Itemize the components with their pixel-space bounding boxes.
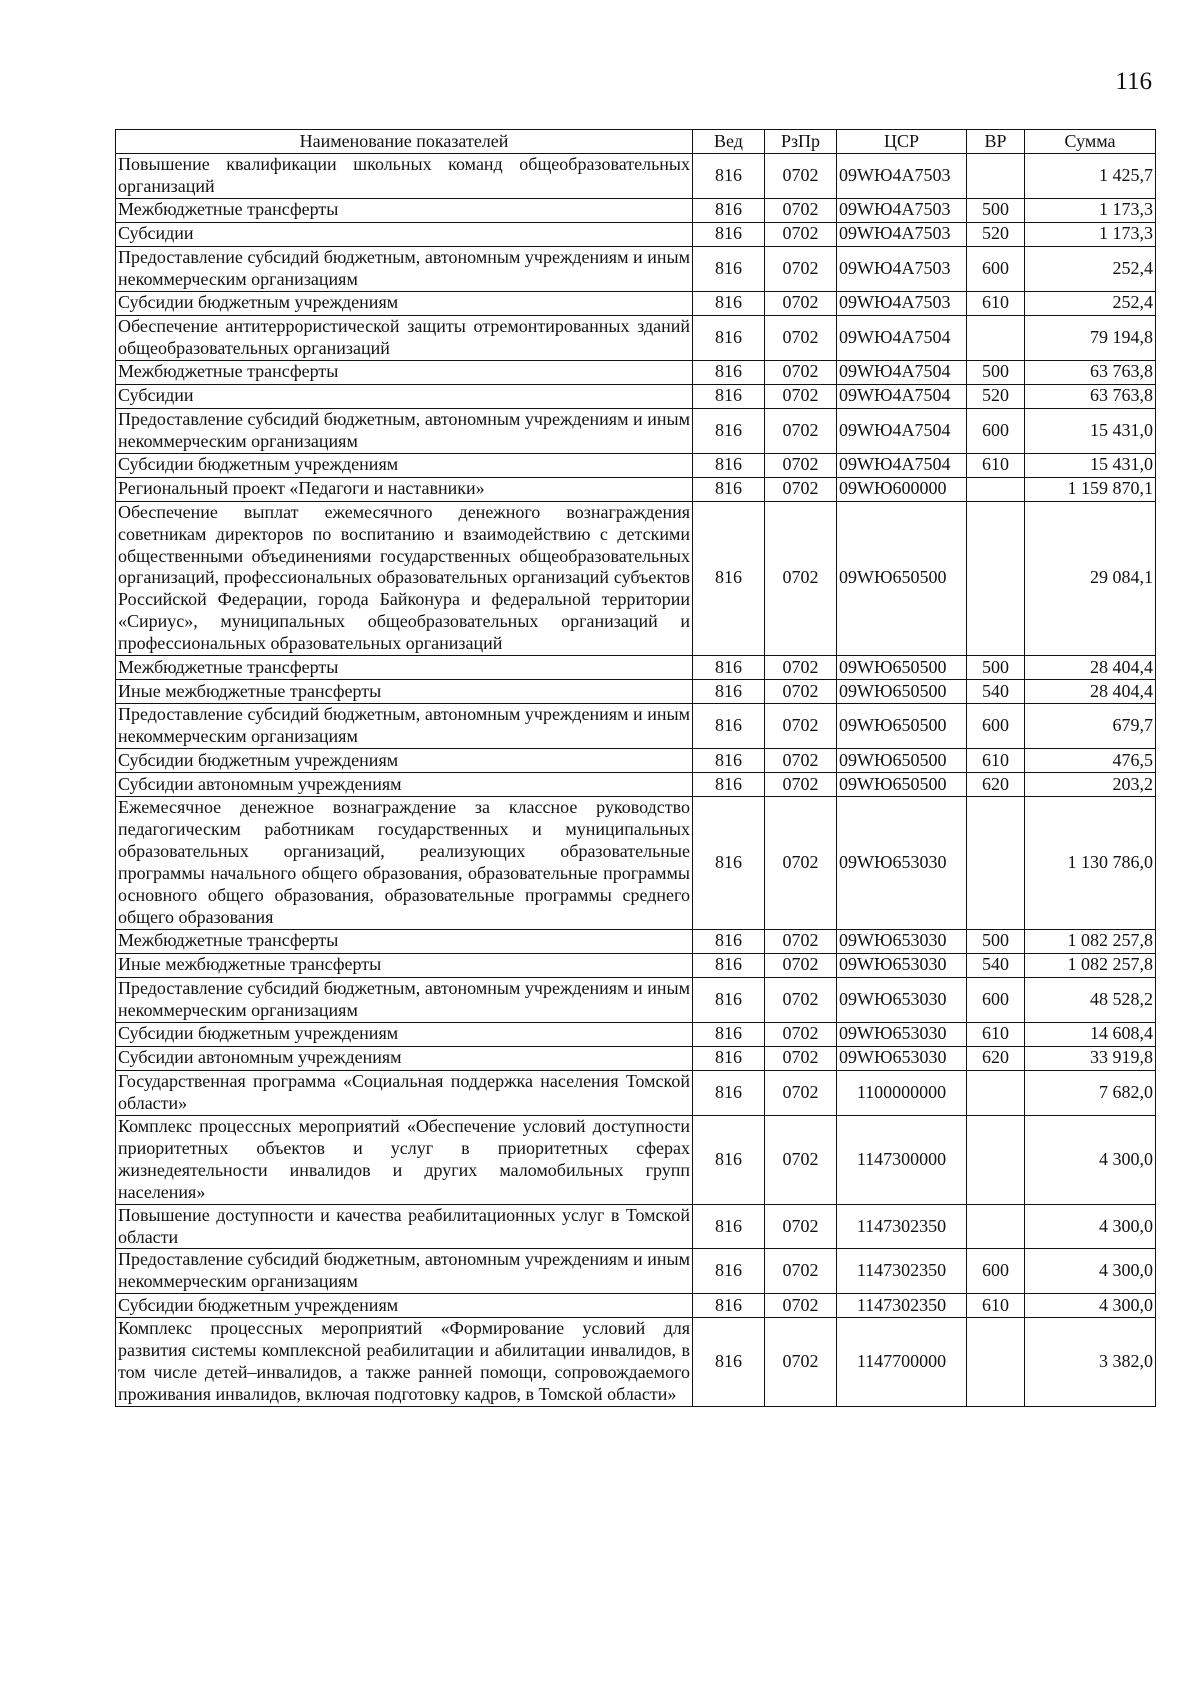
row-sum: 63 763,8 [1025, 384, 1156, 408]
row-csr: 09WЮ653030 [837, 1046, 967, 1070]
table-row [116, 501, 1156, 656]
row-sum: 1 173,3 [1025, 198, 1156, 222]
table-row [116, 1046, 1156, 1070]
table-row [116, 360, 1156, 384]
row-name: Повышение доступности и качества реабилитационных услуг в Томской области [116, 1204, 693, 1249]
row-vr: 620 [967, 1046, 1025, 1070]
table-row [116, 1115, 1156, 1204]
row-vr [967, 501, 1025, 656]
row-rzpr: 0702 [765, 315, 837, 360]
row-sum: 29 084,1 [1025, 501, 1156, 656]
row-rzpr: 0702 [765, 1204, 837, 1249]
row-name: Предоставление субсидий бюджетным, автономным учреждениям и иным некоммерческим организациям [116, 704, 693, 749]
row-name: Субсидии бюджетным учреждениям [116, 749, 693, 773]
row-csr: 09WЮ653030 [837, 977, 967, 1022]
table-row [116, 408, 1156, 453]
row-ved: 816 [693, 1204, 765, 1249]
row-ved: 816 [693, 953, 765, 977]
row-sum: 28 404,4 [1025, 680, 1156, 704]
row-rzpr: 0702 [765, 680, 837, 704]
row-rzpr: 0702 [765, 749, 837, 773]
table-row [116, 1204, 1156, 1249]
row-ved: 816 [693, 1022, 765, 1046]
row-rzpr: 0702 [765, 453, 837, 477]
row-name: Региональный проект «Педагоги и наставники» [116, 477, 693, 501]
row-vr: 500 [967, 929, 1025, 953]
row-vr: 610 [967, 291, 1025, 315]
row-sum: 48 528,2 [1025, 977, 1156, 1022]
row-vr: 540 [967, 953, 1025, 977]
row-name: Ежемесячное денежное вознаграждение за классное руководство педагогическим работникам государственных и муниципальных образовательных организаций, реализующих образовательные программы начального общего образования, образовательные программы основного общего образования, образовательные программы среднего общего образования [116, 797, 693, 930]
row-name: Межбюджетные трансферты [116, 198, 693, 222]
row-sum: 679,7 [1025, 704, 1156, 749]
row-ved: 816 [693, 198, 765, 222]
row-csr: 09WЮ4А7503 [837, 222, 967, 246]
row-csr: 1147700000 [837, 1318, 967, 1407]
row-csr: 09WЮ650500 [837, 501, 967, 656]
row-csr: 09WЮ4А7504 [837, 408, 967, 453]
row-vr [967, 1115, 1025, 1204]
table-header [116, 130, 1156, 154]
row-rzpr: 0702 [765, 1294, 837, 1318]
row-csr: 09WЮ4А7504 [837, 384, 967, 408]
row-ved: 816 [693, 1318, 765, 1407]
row-rzpr: 0702 [765, 154, 837, 199]
budget-table [115, 129, 1156, 1407]
row-csr: 09WЮ653030 [837, 929, 967, 953]
row-name: Комплекс процессных мероприятий «Обеспечение условий доступности приоритетных объектов и услуг в приоритетных сферах жизнедеятельности инвалидов и других маломобильных групп населения» [116, 1115, 693, 1204]
row-sum: 33 919,8 [1025, 1046, 1156, 1070]
header-name: Наименование показателей [116, 130, 693, 154]
table-row [116, 977, 1156, 1022]
header-csr: ЦСР [837, 130, 967, 154]
row-sum: 7 682,0 [1025, 1070, 1156, 1115]
row-ved: 816 [693, 291, 765, 315]
row-sum: 252,4 [1025, 291, 1156, 315]
row-vr: 500 [967, 198, 1025, 222]
row-ved: 816 [693, 315, 765, 360]
table-row [116, 1022, 1156, 1046]
row-vr [967, 1204, 1025, 1249]
row-ved: 816 [693, 1070, 765, 1115]
table-row [116, 384, 1156, 408]
row-csr: 09WЮ600000 [837, 477, 967, 501]
row-ved: 816 [693, 929, 765, 953]
row-csr: 09WЮ653030 [837, 953, 967, 977]
row-sum: 63 763,8 [1025, 360, 1156, 384]
row-ved: 816 [693, 773, 765, 797]
row-name: Предоставление субсидий бюджетным, автономным учреждениям и иным некоммерческим организациям [116, 408, 693, 453]
row-sum: 1 130 786,0 [1025, 797, 1156, 930]
row-rzpr: 0702 [765, 291, 837, 315]
row-ved: 816 [693, 1294, 765, 1318]
table-row [116, 1294, 1156, 1318]
row-vr [967, 1070, 1025, 1115]
row-vr: 600 [967, 704, 1025, 749]
row-name: Обеспечение выплат ежемесячного денежного вознаграждения советникам директоров по воспитанию и взаимодействию с детскими общественными объединениями государственных общеобразовательных организаций, профессиональных образовательных организаций субъектов Российской Федерации, города Байконура и федеральной территории «Сириус», муниципальных общеобразовательных организаций и профессиональных образовательных организаций [116, 501, 693, 656]
row-sum: 14 608,4 [1025, 1022, 1156, 1046]
row-name: Межбюджетные трансферты [116, 360, 693, 384]
row-sum: 4 300,0 [1025, 1204, 1156, 1249]
row-vr: 520 [967, 384, 1025, 408]
row-sum: 1 425,7 [1025, 154, 1156, 199]
row-csr: 09WЮ650500 [837, 773, 967, 797]
row-name: Субсидии бюджетным учреждениям [116, 1294, 693, 1318]
row-vr [967, 797, 1025, 930]
row-csr: 09WЮ4А7503 [837, 291, 967, 315]
row-rzpr: 0702 [765, 222, 837, 246]
page-number: 116 [1115, 68, 1152, 95]
row-vr [967, 477, 1025, 501]
row-ved: 816 [693, 1046, 765, 1070]
row-rzpr: 0702 [765, 477, 837, 501]
row-ved: 816 [693, 977, 765, 1022]
table-row [116, 222, 1156, 246]
row-rzpr: 0702 [765, 773, 837, 797]
table-row [116, 929, 1156, 953]
row-sum: 4 300,0 [1025, 1249, 1156, 1294]
row-name: Субсидии бюджетным учреждениям [116, 1022, 693, 1046]
row-vr: 610 [967, 453, 1025, 477]
row-rzpr: 0702 [765, 1070, 837, 1115]
header-rzpr: РзПр [765, 130, 837, 154]
row-ved: 816 [693, 1249, 765, 1294]
row-name: Предоставление субсидий бюджетным, автономным учреждениям и иным некоммерческим организациям [116, 1249, 693, 1294]
row-rzpr: 0702 [765, 1115, 837, 1204]
row-csr: 1100000000 [837, 1070, 967, 1115]
row-ved: 816 [693, 797, 765, 930]
row-rzpr: 0702 [765, 1046, 837, 1070]
row-vr: 610 [967, 1294, 1025, 1318]
row-csr: 09WЮ4А7504 [837, 453, 967, 477]
row-rzpr: 0702 [765, 1249, 837, 1294]
table-row [116, 477, 1156, 501]
row-rzpr: 0702 [765, 198, 837, 222]
row-rzpr: 0702 [765, 1022, 837, 1046]
row-ved: 816 [693, 749, 765, 773]
row-ved: 816 [693, 656, 765, 680]
row-name: Межбюджетные трансферты [116, 929, 693, 953]
row-name: Государственная программа «Социальная поддержка населения Томской области» [116, 1070, 693, 1115]
row-csr: 09WЮ4А7504 [837, 315, 967, 360]
row-vr: 600 [967, 977, 1025, 1022]
row-ved: 816 [693, 222, 765, 246]
row-vr: 600 [967, 1249, 1025, 1294]
row-vr [967, 315, 1025, 360]
row-rzpr: 0702 [765, 929, 837, 953]
row-ved: 816 [693, 704, 765, 749]
row-rzpr: 0702 [765, 704, 837, 749]
row-name: Субсидии бюджетным учреждениям [116, 453, 693, 477]
row-csr: 09WЮ4А7503 [837, 246, 967, 291]
row-ved: 816 [693, 453, 765, 477]
row-name: Обеспечение антитеррористической защиты отремонтированных зданий общеобразовательных организаций [116, 315, 693, 360]
row-sum: 79 194,8 [1025, 315, 1156, 360]
row-name: Субсидии автономным учреждениям [116, 773, 693, 797]
row-name: Повышение квалификации школьных команд общеобразовательных организаций [116, 154, 693, 199]
row-sum: 203,2 [1025, 773, 1156, 797]
row-csr: 09WЮ650500 [837, 656, 967, 680]
row-sum: 3 382,0 [1025, 1318, 1156, 1407]
row-sum: 4 300,0 [1025, 1294, 1156, 1318]
row-vr [967, 1318, 1025, 1407]
row-rzpr: 0702 [765, 656, 837, 680]
row-csr: 09WЮ653030 [837, 797, 967, 930]
table-row [116, 154, 1156, 199]
table-row [116, 704, 1156, 749]
table-row [116, 656, 1156, 680]
row-sum: 476,5 [1025, 749, 1156, 773]
row-ved: 816 [693, 501, 765, 656]
row-ved: 816 [693, 680, 765, 704]
row-name: Предоставление субсидий бюджетным, автономным учреждениям и иным некоммерческим организациям [116, 977, 693, 1022]
row-vr: 500 [967, 656, 1025, 680]
row-rzpr: 0702 [765, 977, 837, 1022]
row-rzpr: 0702 [765, 360, 837, 384]
row-vr: 520 [967, 222, 1025, 246]
row-name: Межбюджетные трансферты [116, 656, 693, 680]
row-csr: 09WЮ650500 [837, 749, 967, 773]
table-row [116, 1318, 1156, 1407]
row-name: Иные межбюджетные трансферты [116, 680, 693, 704]
row-rzpr: 0702 [765, 384, 837, 408]
row-vr: 600 [967, 408, 1025, 453]
row-rzpr: 0702 [765, 953, 837, 977]
row-name: Субсидии [116, 222, 693, 246]
row-ved: 816 [693, 384, 765, 408]
row-csr: 1147300000 [837, 1115, 967, 1204]
row-name: Предоставление субсидий бюджетным, автономным учреждениям и иным некоммерческим организациям [116, 246, 693, 291]
table-row [116, 246, 1156, 291]
row-vr: 610 [967, 749, 1025, 773]
row-sum: 15 431,0 [1025, 408, 1156, 453]
row-sum: 1 082 257,8 [1025, 953, 1156, 977]
row-csr: 09WЮ650500 [837, 680, 967, 704]
row-vr: 600 [967, 246, 1025, 291]
row-sum: 15 431,0 [1025, 453, 1156, 477]
row-sum: 1 173,3 [1025, 222, 1156, 246]
row-sum: 1 159 870,1 [1025, 477, 1156, 501]
row-csr: 1147302350 [837, 1249, 967, 1294]
header-vr: ВР [967, 130, 1025, 154]
table-row [116, 773, 1156, 797]
row-sum: 252,4 [1025, 246, 1156, 291]
row-csr: 09WЮ4А7503 [837, 154, 967, 199]
row-ved: 816 [693, 1115, 765, 1204]
row-ved: 816 [693, 408, 765, 453]
table-row [116, 291, 1156, 315]
row-sum: 28 404,4 [1025, 656, 1156, 680]
row-csr: 09WЮ4А7503 [837, 198, 967, 222]
row-sum: 1 082 257,8 [1025, 929, 1156, 953]
table-row [116, 953, 1156, 977]
row-name: Субсидии [116, 384, 693, 408]
row-sum: 4 300,0 [1025, 1115, 1156, 1204]
header-sum: Сумма [1025, 130, 1156, 154]
row-vr: 610 [967, 1022, 1025, 1046]
row-csr: 09WЮ4А7504 [837, 360, 967, 384]
row-rzpr: 0702 [765, 1318, 837, 1407]
table-row [116, 315, 1156, 360]
header-ved: Вед [693, 130, 765, 154]
table-row [116, 1249, 1156, 1294]
row-csr: 09WЮ650500 [837, 704, 967, 749]
table-row [116, 1070, 1156, 1115]
row-name: Комплекс процессных мероприятий «Формирование условий для развития системы комплексной реабилитации и абилитации инвалидов, в том числе детей–инвалидов, а также ранней помощи, сопровождаемого проживания инвалидов, включая подготовку кадров, в Томской области» [116, 1318, 693, 1407]
table-row [116, 453, 1156, 477]
row-vr: 540 [967, 680, 1025, 704]
row-rzpr: 0702 [765, 408, 837, 453]
table-row [116, 797, 1156, 930]
row-rzpr: 0702 [765, 501, 837, 656]
row-vr: 620 [967, 773, 1025, 797]
row-vr: 500 [967, 360, 1025, 384]
row-ved: 816 [693, 246, 765, 291]
table-row [116, 749, 1156, 773]
row-name: Иные межбюджетные трансферты [116, 953, 693, 977]
row-rzpr: 0702 [765, 797, 837, 930]
row-csr: 09WЮ653030 [837, 1022, 967, 1046]
row-name: Субсидии бюджетным учреждениям [116, 291, 693, 315]
row-ved: 816 [693, 154, 765, 199]
row-rzpr: 0702 [765, 246, 837, 291]
row-csr: 1147302350 [837, 1294, 967, 1318]
row-csr: 1147302350 [837, 1204, 967, 1249]
table-row [116, 198, 1156, 222]
table-body [116, 154, 1156, 1407]
table-row [116, 680, 1156, 704]
row-ved: 816 [693, 477, 765, 501]
row-name: Субсидии автономным учреждениям [116, 1046, 693, 1070]
row-vr [967, 154, 1025, 199]
row-ved: 816 [693, 360, 765, 384]
